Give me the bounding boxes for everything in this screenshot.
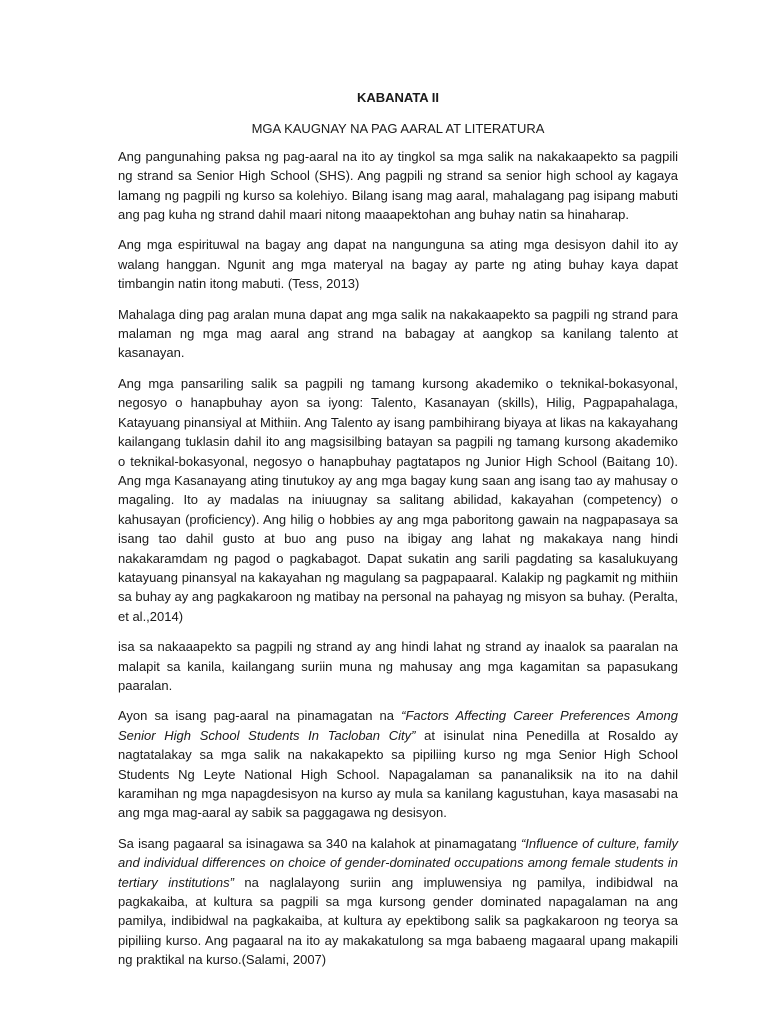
paragraph-text: Sa isang pagaaral sa isinagawa sa 340 na kalahok at pinamagatang (118, 835, 521, 851)
paragraph-3 (118, 305, 678, 363)
paragraph-text: Ang mga espirituwal na bagay ang dapat na nangunguna sa ating mga desisyon dahil ito ay walang hanggan. Ngunit ang mga materyal na bagay ay parte ng ating buhay kaya dapat timbangin natin itong mabuti. (Tess, 2013) (118, 237, 678, 292)
section-title: MGA KAUGNAY NA PAG AARAL AT LITERATURA (251, 121, 545, 137)
paragraph-7 (118, 834, 678, 970)
paragraph-text: Ang pangunahing paksa ng pag-aaral na ito ay tingkol sa mga salik na nakakaapekto sa pagpili ng strand sa Senior High School (SHS). Ang pagpili ng strand sa senior high school ay kagaya lamang ng pagpili ng kurso sa kolehiyo. Bilang isang mag aaral, mahalagang pag isipang mabuti ang pag kuha ng strand dahil maari nitong maaapektohan ang buhay natin sa hinaharap. (118, 148, 678, 223)
paragraph-text: at isinulat nina Penedilla at Rosaldo ay nagtatalakay sa mga salik na nakakapekto sa pipiliing kurso ng mga Senior High School Students Ng Leyte National High School. Napagalaman sa pananaliksik na ito na dahil karamihan ng mga napagdesisyon na kurso ay mula sa kanilang kagustuhan, kaya masasabi na ang mga mag-aaral ay sabik sa paggagawa ng desisyon. (118, 727, 678, 821)
study-title-citation: “Factors Affecting Career Preferences Among Senior High School Students In Tacloban City” (118, 708, 678, 743)
paragraph-6 (118, 706, 678, 822)
study-title-citation: “Influence of culture, family and individual differences on choice of gender-dominated occupations among female students in tertiary institutions” (118, 835, 678, 890)
paragraph-2 (118, 235, 678, 293)
paragraph-text: Ayon sa isang pag-aaral na pinamagatan na (118, 708, 402, 724)
paragraph-text: Ang mga pansariling salik sa pagpili ng tamang kursong akademiko o teknikal-bokasyonal, negosyo o hanapbuhay ayon sa iyong: Talento, Kasanayan (skills), Hilig, Pagpapahalaga, Katayuang pinansiyal at Mithiin. Ang Talento ay isang pambihirang biyaya at likas na kakayahang kailangang tuklasin dahil ito ang magsisilbing batayan sa pagpili ng tamang kursong akademiko o teknikal-bokasyonal, negosyo o hanapbuhay pagtatapos ng Junior High School (Baitang 10). Ang mga Kasanayang ating tinutukoy ay ang mga bagay kung saan ang isang tao ay mahusay o magaling. Ito ay madalas na iniuugnay sa salitang abilidad, kakayahan (competency) o kahusayan (proficiency). Ang hilig o hobbies ay ang mga paboritong gawain na nagpapasaya sa isang tao dahil gusto at buo ang puso na ibigay ang lahat ng makakaya nang hindi nakakaramdam ng pagod o pagkabagot. Dapat sukatin ang sarili pagdating sa kasalukuyang katayuang pinansyal na kakayahan ng magulang sa pagpapaaral. Kalakip ng pagkamit ng mithiin sa buhay ay ang pagkakaroon ng matibay na personal na pahayag ng misyon sa buhay. (Peralta, et al.,2014) (118, 375, 678, 624)
paragraph-text: isa sa nakaaapekto sa pagpili ng strand ay ang hindi lahat ng strand ay inaalok sa paaralan na malapit sa kanila, kailangang suriin muna ng mahusay ang mga kagamitan sa papasukang paaralan. (118, 639, 678, 693)
paragraph-1 (118, 147, 678, 225)
paragraph-4 (118, 374, 678, 626)
chapter-heading: KABANATA II (356, 90, 440, 105)
paragraph-text: Mahalaga ding pag aralan muna dapat ang mga salik na nakakaapekto sa pagpili ng strand para malaman ng mga mag aaral ang strand na babagay at aangkop sa kanilang talento at kasanayan. (118, 306, 678, 361)
paragraph-5 (118, 637, 678, 695)
paragraph-text: na naglalayong suriin ang impluwensiya ng pamilya, indibidwal na pagkakaiba, at kultura sa pagpili sa mga kursong gender dominated napagalaman na ang pamilya, indibidwal na pagkakaiba, at kultura ay epektibong salik sa pagkakaroon ng teorya sa pipiliing kurso. Ang pagaaral na ito ay makakatulong sa mga babaeng magaaral upang makapili ng praktikal na kurso.(Salami, 2007) (118, 874, 678, 968)
document-body (118, 88, 678, 981)
